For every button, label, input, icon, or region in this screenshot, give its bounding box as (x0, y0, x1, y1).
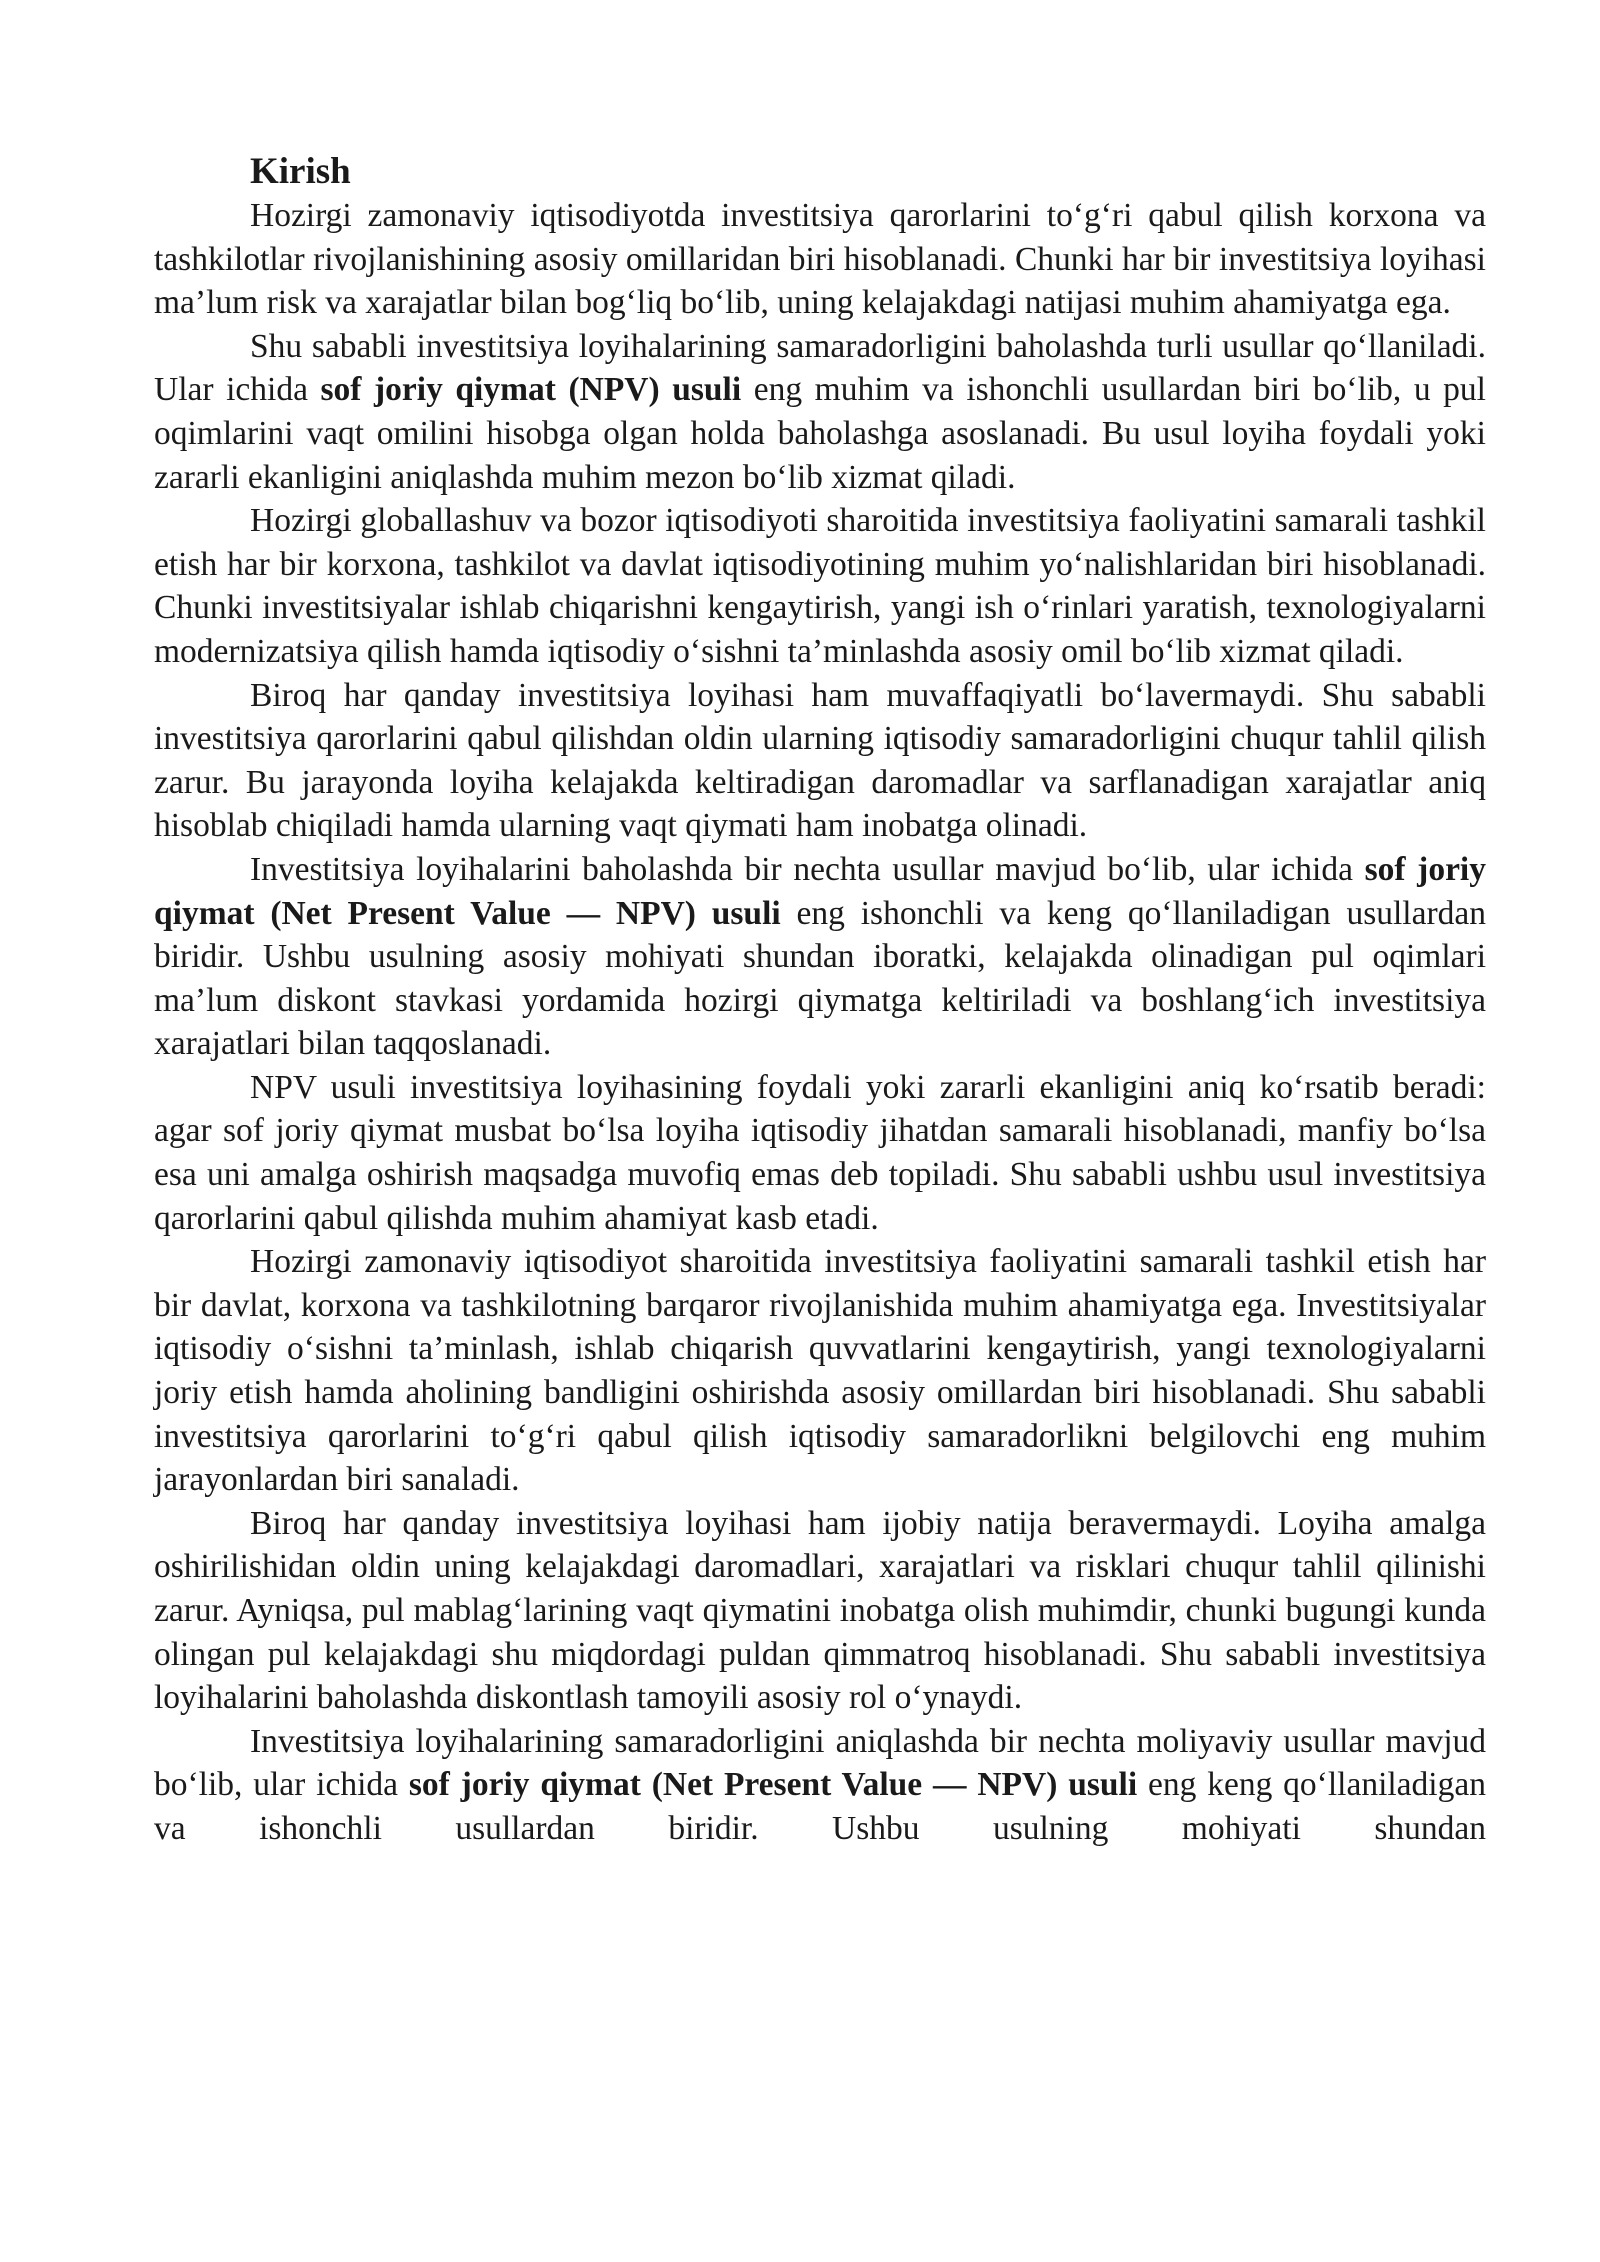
paragraph (154, 499, 1486, 673)
paragraph (154, 194, 1486, 325)
paragraph-text: Investitsiya loyihalarining samaradorligini aniqlashda bir nechta moliyaviy usullar mavjud bo‘lib, ular ichida (154, 1722, 1486, 1804)
paragraph-text: Biroq har qanday investitsiya loyihasi ham ijobiy natija beravermaydi. Loyiha amalga oshirilishidan oldin uning kelajakdagi daromadlari, xarajatlari va risklari chuqur tahlil qilinishi zarur. Ayniqsa, pul mablag‘larining vaqt qiymatini inobatga olish muhimdir, chunki bugungi kunda olingan pul kelajakdagi shu miqdordagi puldan qimmatroq hisoblanadi. Shu sababli investitsiya loyihalarini baholashda diskontlash tamoyili asosiy rol o‘ynaydi. (154, 1504, 1486, 1717)
paragraph (154, 1720, 1486, 1851)
paragraph (154, 848, 1486, 1066)
bold-term: sof joriy qiymat (Net Present Value — NPV) usuli (154, 850, 1486, 932)
paragraph-text: Hozirgi zamonaviy iqtisodiyotda investitsiya qarorlarini to‘g‘ri qabul qilish korxona va tashkilotlar rivojlanishining asosiy omillaridan biri hisoblanadi. Chunki har bir investitsiya loyihasi ma’lum risk va xarajatlar bilan bog‘liq bo‘lib, uning kelajakdagi natijasi muhim ahamiyatga ega. (154, 197, 1486, 322)
bold-term: sof joriy qiymat (Net Present Value — NPV) usuli (408, 1766, 1138, 1804)
paragraph (154, 325, 1486, 499)
paragraph-text: eng ishonchli va keng qo‘llaniladigan usullardan biridir. Ushbu usulning asosiy mohiyati shundan iboratki, kelajakda olinadigan pul oqimlari ma’lum diskont stavkasi yordamida hozirgi qiymatga keltiriladi va boshlang‘ich investitsiya xarajatlari bilan taqqoslanadi. (154, 894, 1486, 1063)
paragraph-text: eng muhim va ishonchli usullardan biri bo‘lib, u pul oqimlarini vaqt omilini hisobga olgan holda baholashga asoslanadi. Bu usul loyiha foydali yoki zararli ekanligini aniqlashda muhim mezon bo‘lib xizmat qiladi. (154, 371, 1486, 496)
section-heading: Kirish (250, 151, 351, 192)
paragraph (154, 1066, 1486, 1240)
bold-term: sof joriy qiymat (NPV) usuli (320, 371, 742, 409)
paragraph (154, 1502, 1486, 1720)
paragraph-text: Hozirgi globallashuv va bozor iqtisodiyoti sharoitida investitsiya faoliyatini samarali tashkil etish har bir korxona, tashkilot va davlat iqtisodiyotining muhim yo‘nalishlaridan biri hisoblanadi. Chunki investitsiyalar ishlab chiqarishni kengaytirish, yangi ish o‘rinlari yaratish, texnologiyalarni modernizatsiya qilish hamda iqtisodiy o‘sishni ta’minlashda asosiy omil bo‘lib xizmat qiladi. (154, 502, 1486, 670)
paragraph-text: NPV usuli investitsiya loyihasining foydali yoki zararli ekanligini aniq ko‘rsatib beradi: agar sof joriy qiymat musbat bo‘lsa loyiha iqtisodiy jihatdan samarali hisoblanadi, manfiy bo‘lsa esa uni amalga oshirish maqsadga muvofiq emas deb topiladi. Shu sababli ushbu usul investitsiya qarorlarini qabul qilishda muhim ahamiyat kasb etadi. (154, 1068, 1486, 1237)
paragraph-text: Hozirgi zamonaviy iqtisodiyot sharoitida investitsiya faoliyatini samarali tashkil etish har bir davlat, korxona va tashkilotning barqaror rivojlanishida muhim ahamiyatga ega. Investitsiyalar iqtisodiy o‘sishni ta’minlash, ishlab chiqarish quvvatlarini kengaytirish, yangi texnologiyalarni joriy etish hamda aholining bandligini oshirishda asosiy omillardan biri hisoblanadi. Shu sababli investitsiya qarorlarini to‘g‘ri qabul qilish iqtisodiy samaradorlikni belgilovchi eng muhim jarayonlardan biri sanaladi. (154, 1243, 1486, 1499)
paragraph-text: Investitsiya loyihalarini baholashda bir nechta usullar mavjud bo‘lib, ular ichida (250, 850, 1365, 888)
document-page (154, 150, 1486, 1851)
paragraph-text: Shu sababli investitsiya loyihalarining samaradorligini baholashda turli usullar qo‘llaniladi. Ular ichida (154, 327, 1486, 409)
paragraph-text: eng keng qo‘llaniladigan va ishonchli usullardan biridir. Ushbu usulning mohiyati shundan (154, 1766, 1486, 1847)
paragraph (154, 1240, 1486, 1502)
paragraph (154, 674, 1486, 848)
paragraph-text: Biroq har qanday investitsiya loyihasi ham muvaffaqiyatli bo‘lavermaydi. Shu sababli investitsiya qarorlarini qabul qilishdan oldin ularning iqtisodiy samaradorligini chuqur tahlil qilish zarur. Bu jarayonda loyiha kelajakda keltiradigan daromadlar va sarflanadigan xarajatlar aniq hisoblab chiqiladi hamda ularning vaqt qiymati ham inobatga olinadi. (154, 676, 1486, 845)
document-body (154, 194, 1486, 1851)
